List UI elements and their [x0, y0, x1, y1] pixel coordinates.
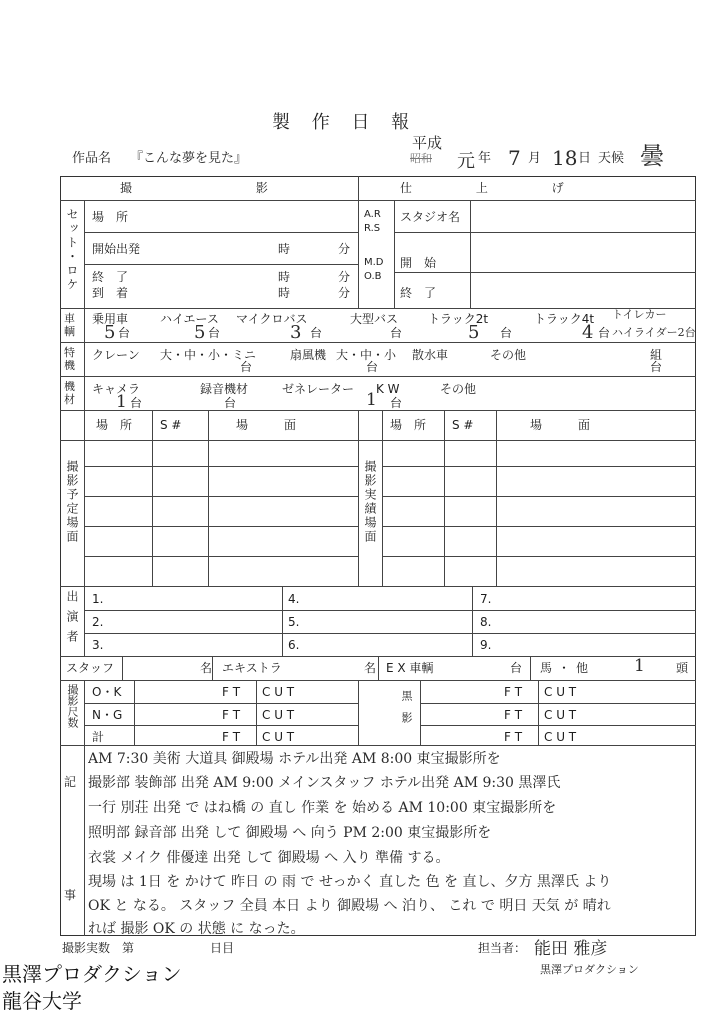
gear-label: 機材 — [64, 380, 75, 406]
field-start-hour: 時 — [278, 242, 291, 256]
field-start-label: 開始出発 — [92, 242, 141, 256]
era-printed: 昭和 — [410, 152, 432, 165]
credit-ryukoku: 龍谷大学 — [2, 989, 82, 1013]
film-ng-ft: F T — [222, 708, 241, 722]
shoot-days-label: 撮影実数 第 — [62, 941, 135, 955]
field-end-label: 終 了 — [92, 270, 129, 284]
staff-label: スタッフ — [66, 661, 115, 675]
film-row-total: 計 — [92, 730, 105, 744]
cast-side-label: 出演者 — [65, 590, 79, 650]
vehicle-car-count: 5 — [104, 322, 116, 343]
film-bw-total-ft: F T — [504, 730, 523, 744]
vehicle-car: 乗用車 — [92, 312, 129, 326]
crane-sizes: 大・中・小・ミニ — [160, 348, 257, 362]
date-month: 7 — [508, 146, 521, 170]
cast-slot-1: 1. — [92, 592, 104, 606]
memo-line-8: れば 撮影 OK の 状態 に なった。 — [88, 921, 305, 937]
horse-head-unit: 頭 — [676, 661, 689, 675]
memo-label-a: 記 — [64, 775, 77, 789]
film-total-ft: F T — [222, 730, 241, 744]
extra-persons-unit: 名 — [364, 661, 377, 675]
planned-col-s: S # — [160, 418, 182, 432]
person-in-charge-label: 担当者： — [478, 941, 527, 955]
finish-end-label: 終 了 — [400, 286, 437, 300]
film-ok-cut: C U T — [262, 685, 295, 699]
recorder-unit: 台 — [224, 396, 237, 410]
actual-col-s: S # — [452, 418, 474, 432]
vehicle-car-unit: 台 — [118, 326, 131, 340]
special-set-unit: 組 — [650, 348, 663, 362]
cast-slot-9: 9. — [480, 638, 492, 652]
kw-label: K W — [376, 382, 400, 396]
actual-scenes-side-label: 撮影実績場面 — [363, 460, 377, 544]
actual-col-scene: 場 面 — [530, 418, 591, 432]
finish-md: M.D — [364, 257, 384, 268]
memo-line-3: 一行 別荘 出発 で はね橋 の 直し 作業 を 始める AM 10:00 東宝撮影所を — [88, 800, 557, 816]
film-ng-cut: C U T — [262, 708, 295, 722]
field-arrive-label: 到 着 — [92, 286, 129, 300]
cast-slot-2: 2. — [92, 615, 104, 629]
page-title: 製 作 日 報 — [272, 112, 418, 133]
finish-ar: A.R — [364, 209, 381, 220]
section-finishing: 仕 上 げ — [400, 181, 594, 195]
vehicle-truck2t-count: 5 — [468, 322, 480, 343]
fan-label: 扇風機 — [290, 348, 327, 362]
vehicle-truck2t: トラック2t — [428, 312, 489, 326]
vehicle-hiace-count: 5 — [194, 322, 206, 343]
vehicle-truck4t: トラック4t — [534, 312, 595, 326]
horse-label: 馬・他 — [540, 661, 595, 675]
field-start-minute: 分 — [338, 242, 351, 256]
extra-label: エキストラ — [222, 661, 282, 675]
cast-slot-6: 6. — [288, 638, 300, 652]
field-end-minute: 分 — [338, 270, 351, 284]
field-end-hour: 時 — [278, 270, 291, 284]
planned-col-scene: 場 面 — [236, 418, 297, 432]
vehicle-bigbus: 大型バス — [350, 312, 399, 326]
field-arrive-minute: 分 — [338, 286, 351, 300]
special-label: 特機 — [64, 346, 75, 372]
field-place-label: 場 所 — [92, 210, 129, 224]
film-row-ng: N・G — [92, 708, 123, 722]
vehicle-truck2t-unit: 台 — [500, 326, 513, 340]
set-location-side-label: セット・ロケ — [65, 208, 79, 292]
camera-unit: 台 — [130, 396, 143, 410]
cast-slot-3: 3. — [92, 638, 104, 652]
film-bw-ng-cut: C U T — [544, 708, 577, 722]
cast-slot-4: 4. — [288, 592, 300, 606]
era-written: 平成 — [412, 134, 443, 152]
film-side-label: 撮影尺数 — [66, 684, 79, 728]
film-bw-ng-ft: F T — [504, 708, 523, 722]
crane-label: クレーン — [92, 348, 140, 362]
credit-kurosawa: 黒澤プロダクション — [2, 962, 182, 986]
ex-vehicle-unit: 台 — [510, 661, 523, 675]
film-bw-total-cut: C U T — [544, 730, 577, 744]
horse-count: 1 — [634, 656, 645, 676]
camera-count: 1 — [116, 392, 127, 412]
date-year-unit: 年 — [478, 151, 492, 166]
finish-rs: R.S — [364, 223, 381, 234]
film-bw-ok-cut: C U T — [544, 685, 577, 699]
vehicle-hiace: ハイエース — [160, 312, 219, 326]
shoot-days-unit: 日目 — [210, 941, 235, 955]
memo-line-6: 現場 は 1日 を かけて 昨日 の 雨 で せっかく 直した 色 を 直し、夕方 黒澤氏 より — [88, 874, 612, 890]
date-day-unit: 日 — [578, 151, 592, 166]
weather-label: 天候 — [598, 151, 625, 166]
film-bw-ok-ft: F T — [504, 685, 523, 699]
kw-unit: 台 — [390, 396, 403, 410]
vehicle-microbus-count: 3 — [290, 322, 302, 343]
planned-col-place: 場 所 — [96, 418, 133, 432]
kw-count: 1 — [366, 390, 377, 410]
memo-label-b: 事 — [64, 888, 77, 902]
film-ok-ft: F T — [222, 685, 241, 699]
cast-slot-8: 8. — [480, 615, 492, 629]
fan-sizes: 大・中・小 — [336, 348, 397, 362]
vehicle-microbus: マイクロバス — [236, 312, 308, 326]
generator-label: ゼネレーター — [282, 382, 355, 396]
special-other-label: その他 — [490, 348, 527, 362]
water-truck-label: 散水車 — [412, 348, 449, 362]
company-print: 黒澤プロダクション — [540, 963, 639, 976]
finish-studio-label: スタジオ名 — [400, 210, 461, 224]
ex-vehicle-label: E X 車輌 — [386, 661, 434, 675]
memo-line-7: OK と なる。 スタッフ 全員 本日 より 御殿場 へ 泊り、 これ で 明日 天気 が 晴れ — [88, 898, 611, 914]
fan-unit: 台 — [366, 360, 379, 374]
planned-scenes-side-label: 撮影予定場面 — [65, 460, 79, 544]
weather-value: 曇 — [640, 142, 664, 170]
vehicle-extra-note-1: トイレカー — [612, 308, 667, 321]
finish-start-label: 開 始 — [400, 256, 437, 270]
vehicle-microbus-unit: 台 — [310, 326, 323, 340]
vehicle-truck4t-unit: 台 — [598, 326, 611, 340]
gear-other-label: その他 — [440, 382, 477, 396]
work-label: 作品名 — [72, 151, 112, 166]
film-row-ok: O・K — [92, 685, 122, 699]
memo-line-2: 撮影部 装飾部 出発 AM 9:00 メインスタッフ ホテル出発 AM 9:30 黒澤氏 — [88, 775, 561, 791]
recorder-label: 録音機材 — [200, 382, 249, 396]
cast-slot-5: 5. — [288, 615, 300, 629]
person-in-charge-name: 能田 雅彦 — [534, 939, 608, 959]
date-month-unit: 月 — [528, 151, 542, 166]
section-shooting: 撮 影 — [120, 181, 328, 195]
finish-ob: O.B — [364, 271, 382, 282]
staff-persons-unit: 名 — [200, 661, 213, 675]
camera-label: キャメラ — [92, 382, 141, 396]
vehicle-extra-note-2: ハイライダー2台 — [612, 326, 696, 339]
vehicles-label: 車輌 — [64, 312, 75, 338]
field-arrive-hour: 時 — [278, 286, 291, 300]
actual-col-place: 場 所 — [390, 418, 427, 432]
special-other-unit: 台 — [650, 360, 663, 374]
work-title: 『こんな夢を見た』 — [130, 151, 248, 166]
crane-unit: 台 — [240, 360, 253, 374]
cast-slot-7: 7. — [480, 592, 492, 606]
vehicle-truck4t-count: 4 — [582, 322, 594, 343]
vehicle-bigbus-unit: 台 — [390, 326, 403, 340]
memo-line-1: AM 7:30 美術 大道具 御殿場 ホテル出発 AM 8:00 東宝撮影所を — [88, 751, 501, 767]
film-bw-side-label: 黒 影 — [400, 690, 413, 723]
date-day: 18 — [552, 146, 578, 170]
film-total-cut: C U T — [262, 730, 295, 744]
memo-line-4: 照明部 録音部 出発 して 御殿場 へ 向う PM 2:00 東宝撮影所を — [88, 825, 492, 841]
date-year: 元 — [457, 151, 475, 172]
memo-line-5: 衣裳 メイク 俳優達 出発 して 御殿場 へ 入り 準備 する。 — [88, 850, 450, 866]
vehicle-hiace-unit: 台 — [208, 326, 221, 340]
